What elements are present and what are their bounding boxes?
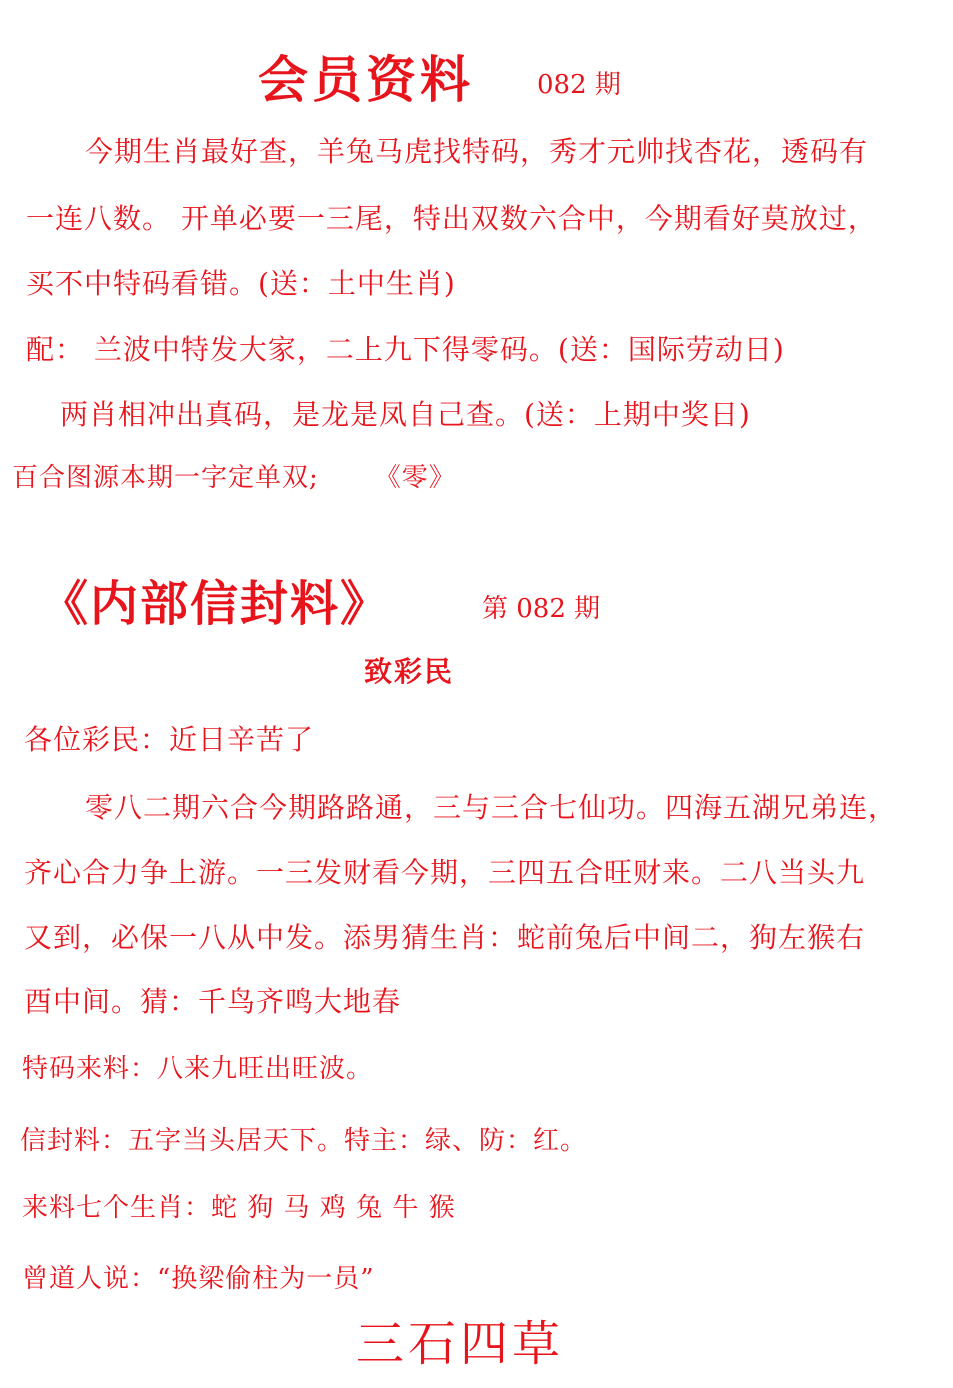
member-info-issue: 082 期: [537, 70, 621, 100]
envelope-line-2: 零八二期六合今期路路通，三与三合七仙功。四海五湖兄弟连，: [85, 791, 898, 824]
greeting-title: 致彩民: [364, 655, 455, 688]
envelope-material-line: 信封料：五字当头居天下。特主：绿、防：红。: [20, 1126, 588, 1156]
baihe-label: 百合图源本期一字定单双;: [12, 463, 319, 493]
envelope-line-4: 又到，必保一八从中发。添男猜生肖：蛇前兔后中间二，狗左猴右: [24, 921, 866, 954]
special-code-line: 特码来料：八来九旺出旺波。: [22, 1054, 374, 1084]
member-info-line-1: 今期生肖最好查，羊兔马虎找特码，秀才元帅找杏花，透码有: [85, 135, 869, 168]
member-info-line-3: 买不中特码看错。(送：土中生肖): [26, 267, 456, 300]
envelope-title: 《内部信封料》: [40, 576, 391, 632]
envelope-line-3: 齐心合力争上游。一三发财看今期，三四五合旺财来。二八当头九: [24, 856, 866, 889]
member-info-line-2: 一连八数。 开单必要一三尾，特出双数六合中，今期看好莫放过，: [26, 202, 877, 235]
envelope-line-1: 各位彩民：近日辛苦了: [24, 723, 315, 756]
envelope-issue: 第 082 期: [482, 594, 601, 624]
baihe-line: [12, 457, 456, 494]
baihe-value: 《零》: [374, 463, 456, 493]
seven-zodiacs-line: 来料七个生肖：蛇 狗 马 鸡 兔 牛 猴: [22, 1193, 456, 1223]
member-info-title: 会员资料: [258, 50, 474, 109]
member-info-line-5: 两肖相冲出真码，是龙是凤自己查。(送：上期中奖日): [60, 398, 751, 431]
envelope-line-5: 酉中间。猜：千鸟齐鸣大地春: [24, 985, 402, 1018]
member-info-line-4: 配： 兰波中特发大家，二上九下得零码。(送：国际劳动日): [26, 333, 785, 366]
footer-title: 三石四草: [356, 1316, 565, 1372]
zeng-daoren-line: 曾道人说：“换梁偷柱为一员”: [22, 1264, 375, 1294]
